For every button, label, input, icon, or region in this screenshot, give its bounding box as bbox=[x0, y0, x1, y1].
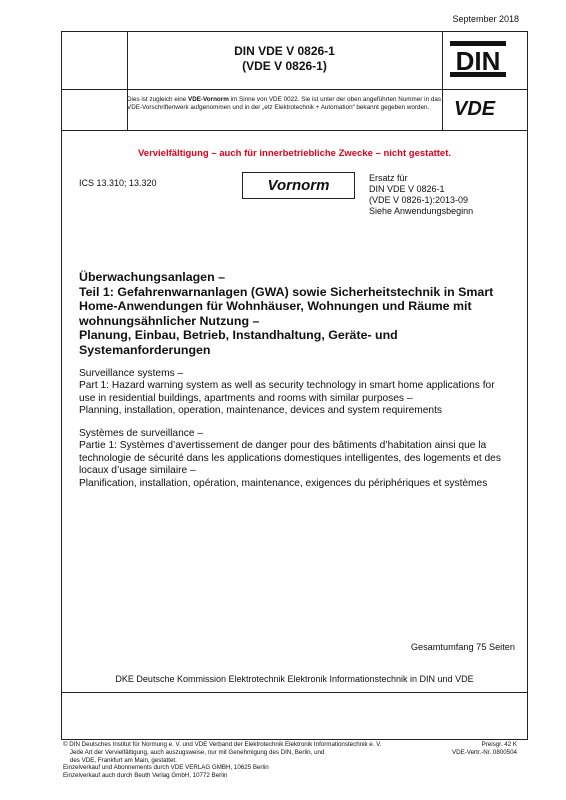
title-fr-line: Systèmes de surveillance – bbox=[79, 428, 204, 439]
title-en-line: use in residential buildings, apartments and rooms with similar purposes – bbox=[79, 392, 413, 404]
title-fr-line: Planification, installation, opération, maintenance, exigences du périphériques et systèmes bbox=[79, 477, 488, 489]
title-de-line: wohnungsähnlicher Nutzung – bbox=[79, 313, 260, 328]
title-de-line: Planung, Einbau, Betrieb, Instandhaltung, Geräte- und bbox=[79, 328, 398, 343]
price-group: Preisgr. 42 K bbox=[481, 741, 517, 748]
title-de-line: Überwachungsanlagen – bbox=[79, 270, 225, 284]
dke-divider bbox=[62, 692, 527, 693]
ersatz-line: Siehe Anwendungsbeginn bbox=[369, 206, 474, 216]
title-en-line: Surveillance systems – bbox=[79, 368, 184, 379]
din-logo bbox=[449, 40, 507, 78]
vde-note-suffix: im Sinne von VDE 0022. Sie ist unter der oben angeführten Nummer in das VDE-Vorschriftenwerk aufgenommen und in der „etz Elektrotechnik + Automation“ bekannt gegeben worden. bbox=[127, 96, 441, 112]
vde-logo: VDE bbox=[454, 98, 496, 120]
vornorm-label: Vornorm bbox=[267, 177, 330, 194]
vde-note-bold: VDE-Vornorm bbox=[188, 96, 229, 103]
standard-title-block bbox=[127, 32, 442, 88]
title-en-line: Planning, installation, operation, maintenance, devices and system requirements bbox=[79, 405, 442, 417]
title-de-line: Systemanforderungen bbox=[79, 342, 211, 357]
footer-line: Jede Art der Vervielfältigung, auch auszugsweise, nur mit Genehmigung des DIN, Berlin, und bbox=[63, 748, 325, 756]
footer-line: © DIN Deutsches Institut für Normung e. V. und VDE Verband der Elektrotechnik Elektronik Informationstechnik e. V. bbox=[63, 741, 382, 748]
replacement-info bbox=[369, 173, 473, 217]
title-english bbox=[79, 368, 519, 418]
header-divider bbox=[62, 89, 527, 90]
title-en-line: Part 1: Hazard warning system as well as security technology in smart home applications for bbox=[79, 380, 495, 392]
title-de-line: Teil 1: Gefahrenwarnanlagen (GWA) sowie Sicherheitstechnik in Smart bbox=[79, 284, 494, 299]
copyright-footer bbox=[63, 741, 423, 780]
ersatz-line: (VDE V 0826-1):2013-09 bbox=[369, 195, 469, 205]
din-logo-text: DIN bbox=[455, 46, 501, 76]
footer-line: Einzelverkauf auch durch Beuth Verlag GmbH, 10772 Berlin bbox=[63, 772, 228, 780]
dke-commission: DKE Deutsche Kommission Elektrotechnik Elektronik Informationstechnik in DIN und VDE bbox=[115, 674, 474, 684]
note-divider bbox=[62, 130, 527, 131]
ics-code: ICS 13.310; 13.320 bbox=[79, 178, 157, 188]
price-footer bbox=[452, 741, 517, 757]
standard-number: DIN VDE V 0826-1 bbox=[234, 44, 335, 58]
total-pages: Gesamtumfang 75 Seiten bbox=[410, 642, 515, 652]
title-de-line: Home-Anwendungen für Wohnhäuser, Wohnungen und Räume mit bbox=[79, 299, 472, 314]
title-german bbox=[79, 270, 519, 358]
title-fr-line: locaux d’usage similaire – bbox=[79, 465, 196, 477]
right-column-divider bbox=[442, 32, 443, 130]
footer-line: Einzelverkauf und Abonnements durch VDE VERLAG GMBH, 10625 Berlin bbox=[63, 764, 269, 772]
title-french bbox=[79, 428, 519, 490]
vde-note-prefix: Dies ist zugleich eine bbox=[127, 96, 189, 103]
vde-order-number: VDE-Vertr.-Nr. 0800504 bbox=[452, 748, 517, 756]
publication-date: September 2018 bbox=[452, 14, 519, 24]
vornorm-badge bbox=[242, 172, 355, 199]
footer-line: des VDE, Frankfurt am Main, gestattet. bbox=[63, 756, 177, 764]
vde-note bbox=[127, 96, 441, 112]
ersatz-line: Ersatz für bbox=[369, 173, 408, 183]
title-fr-line: Partie 1: Systèmes d’avertissement de danger pour des bâtiments d’habitation ainsi que la bbox=[79, 440, 487, 452]
title-fr-line: technologie de sécurité dans les applications domestiques intelligentes, des logements et des bbox=[79, 452, 501, 464]
copy-warning: Vervielfältigung – auch für innerbetriebliche Zwecke – nicht gestattet. bbox=[137, 148, 452, 159]
ersatz-line: DIN VDE V 0826-1 bbox=[369, 184, 445, 194]
standard-number-alt: (VDE V 0826-1) bbox=[242, 59, 327, 73]
